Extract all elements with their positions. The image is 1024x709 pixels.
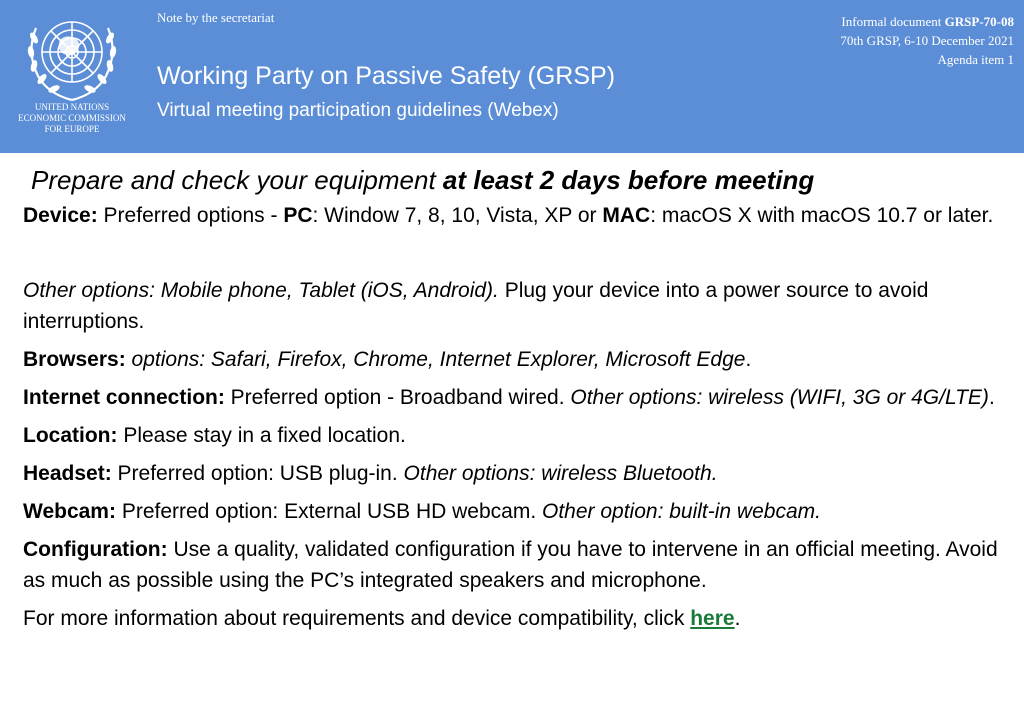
heading-emphasis: at least 2 days before meeting (442, 165, 815, 195)
internet-label: Internet connection: (23, 386, 225, 409)
headset-text: Preferred option: USB plug-in. (111, 462, 404, 485)
more-info-end: . (734, 607, 741, 630)
document-prefix: Informal document (841, 14, 945, 29)
webcam-label: Webcam: (23, 500, 116, 523)
webcam-text: Preferred option: External USB HD webcam. (115, 500, 542, 523)
location-text: Please stay in a fixed location. (117, 424, 406, 447)
page-title: Working Party on Passive Safety (GRSP) (157, 62, 616, 90)
session-info: 70th GRSP, 6-10 December 2021 (840, 33, 1014, 48)
internet-italic: Other options: wireless (WIFI, 3G or 4G/LTE) (570, 386, 989, 409)
browsers-paragraph (23, 344, 1018, 375)
document-code-line (840, 12, 1014, 31)
heading-plain: Prepare and check your equipment (31, 165, 443, 195)
headset-label: Headset: (23, 462, 112, 485)
device-text-2: : Window 7, 8, 10, Vista, XP or (312, 204, 603, 227)
note-label: Note by the secretariat (157, 10, 275, 25)
other-options-text: Plug your device into a power source to avoid interruptions. (23, 279, 929, 333)
configuration-label: Configuration: (23, 538, 168, 561)
page-subtitle: Virtual meeting participation guidelines (Webex) (157, 100, 559, 121)
agenda-item: Agenda item 1 (937, 52, 1014, 67)
header-banner (0, 0, 1024, 153)
headset-italic: Other options: wireless Bluetooth. (403, 462, 718, 485)
webcam-italic: Other option: built-in webcam. (542, 500, 821, 523)
guidelines-content (23, 160, 1018, 634)
here-link[interactable]: here (690, 607, 735, 630)
document-info (840, 12, 1014, 69)
unece-logo (14, 6, 130, 135)
device-label: Device: (23, 204, 98, 227)
section-heading (31, 160, 1018, 200)
location-label: Location: (23, 424, 118, 447)
un-emblem-icon (20, 6, 124, 102)
mac-label: MAC (602, 204, 651, 227)
other-options-paragraph (23, 275, 1018, 337)
device-text-3: : macOS X with macOS 10.7 or later. (650, 204, 994, 227)
configuration-text: Use a quality, validated configuration if you have to intervene in an official meeting. Avoid as much as possible using the PC’s integrated speakers and microphone. (23, 538, 998, 592)
more-info-paragraph (23, 603, 1018, 634)
internet-end: . (988, 386, 995, 409)
browsers-italic: options: Safari, Firefox, Chrome, Internet Explorer, Microsoft Edge (125, 348, 746, 371)
browsers-end: . (745, 348, 752, 371)
internet-text: Preferred option - Broadband wired. (224, 386, 571, 409)
device-text-1: Preferred options - (97, 204, 284, 227)
webcam-paragraph (23, 496, 1018, 527)
pc-label: PC (283, 204, 313, 227)
configuration-paragraph (23, 534, 1018, 596)
device-paragraph (23, 200, 1018, 231)
org-name: UNITED NATIONS ECONOMIC COMMISSION FOR EUROPE (18, 102, 126, 134)
browsers-label: Browsers: (23, 348, 126, 371)
internet-paragraph (23, 382, 1018, 413)
document-code: GRSP-70-08 (944, 14, 1014, 29)
headset-paragraph (23, 458, 1018, 489)
location-paragraph (23, 420, 1018, 451)
other-options-italic: Other options: Mobile phone, Tablet (iOS, Android). (23, 279, 499, 302)
more-info-text: For more information about requirements and device compatibility, click (23, 607, 691, 630)
